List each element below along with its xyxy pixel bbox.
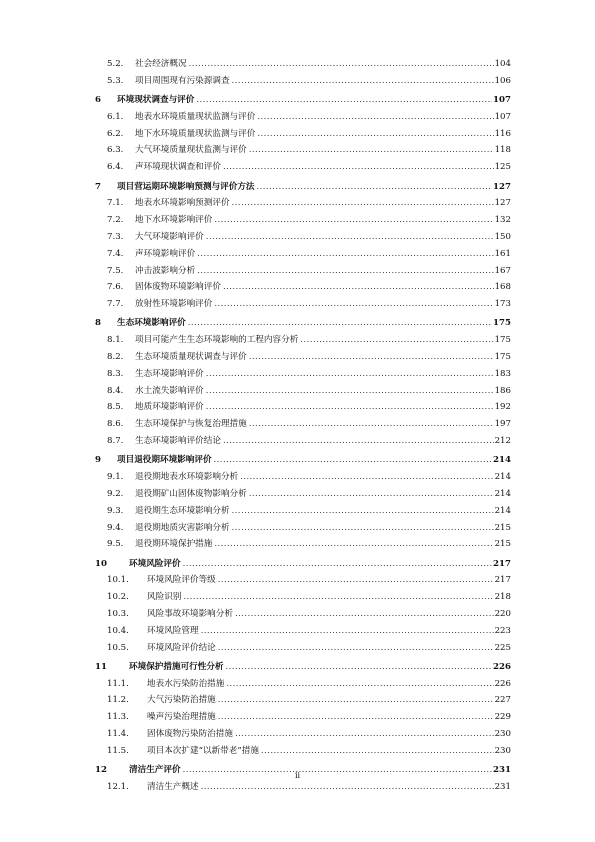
toc-entry-page: 192	[494, 402, 511, 413]
toc-entry-number: 7.7.	[107, 299, 124, 310]
dot-leader	[232, 73, 494, 90]
toc-entry-number: 11.2.	[107, 695, 129, 706]
toc-entry-title: 项目营运期环境影响预测与评价方法	[117, 181, 255, 192]
toc-entry-title: 地下水环境影响评价	[135, 215, 213, 226]
toc-entry-number: 6.2.	[107, 128, 124, 139]
toc-entry-title: 冲击波影响分析	[135, 265, 196, 276]
toc-entry-page: 217	[494, 575, 511, 586]
toc-entry-number: 10	[95, 558, 107, 569]
dot-leader	[249, 349, 494, 366]
toc-entry-page: 217	[493, 558, 511, 569]
toc-entry-page: 175	[493, 318, 511, 329]
toc-entry-title: 退役期地质灾害影响分析	[135, 522, 230, 533]
toc-entry-title: 地表水环境质量现状监测与评价	[135, 111, 256, 122]
dot-leader	[226, 676, 493, 693]
toc-entry-title: 项目周围现有污染源调查	[135, 75, 230, 86]
toc-entry-page: 226	[493, 661, 511, 672]
toc-subsection-entry[interactable]	[95, 109, 511, 126]
toc-entry-title: 项目退役期环境影响评价	[117, 455, 212, 466]
toc-entry-page: 220	[494, 609, 511, 619]
toc-entry-page: 127	[494, 198, 511, 209]
dot-leader	[214, 452, 493, 469]
toc-subsection-entry[interactable]	[95, 212, 511, 229]
toc-subsection-entry[interactable]	[95, 195, 511, 212]
toc-entry-number: 10.3.	[107, 609, 129, 619]
toc-entry-page: 125	[494, 162, 511, 173]
dot-leader	[188, 315, 492, 332]
toc-entry-number: 9	[95, 455, 101, 466]
dot-leader	[223, 159, 494, 176]
toc-subsection-entry[interactable]	[95, 520, 511, 537]
dot-leader	[218, 640, 494, 657]
toc-subsection-entry[interactable]	[95, 606, 511, 623]
toc-section-entry[interactable]	[95, 659, 511, 676]
toc-subsection-entry[interactable]	[95, 383, 511, 400]
toc-subsection-entry[interactable]	[95, 623, 511, 640]
dot-leader	[232, 195, 494, 212]
toc-entry-title: 退役期环境保护措施	[135, 539, 213, 550]
toc-entry-title: 社会经济概况	[135, 59, 187, 69]
toc-entry-number: 7.1.	[107, 198, 124, 209]
dot-leader	[223, 279, 494, 296]
toc-entry-title: 清洁生产评价	[129, 765, 181, 776]
toc-entry-number: 7.5.	[107, 265, 124, 276]
toc-entry-number: 10.2.	[107, 592, 129, 603]
toc-entry-number: 7	[95, 181, 101, 192]
dot-leader	[197, 246, 493, 263]
toc-entry-title: 风险事故环境影响分析	[147, 609, 233, 619]
toc-subsection-entry[interactable]	[95, 332, 511, 349]
toc-entry-title: 环境现状调查与评价	[117, 95, 195, 106]
toc-entry-title: 清洁生产概述	[147, 781, 199, 792]
toc-subsection-entry[interactable]	[95, 126, 511, 143]
toc-entry-page: 215	[494, 522, 511, 533]
toc-subsection-entry[interactable]	[95, 709, 511, 726]
dot-leader	[183, 589, 493, 606]
toc-entry-number: 10.5.	[107, 642, 129, 653]
dot-leader	[214, 296, 493, 313]
toc-entry-title: 风险识别	[147, 592, 182, 603]
dot-leader	[235, 726, 494, 743]
toc-entry-number: 12.1.	[107, 781, 129, 792]
toc-entry-title: 地质环境影响评价	[135, 402, 204, 413]
toc-entry-title: 大气环境质量现状监测与评价	[135, 145, 247, 156]
toc-subsection-entry[interactable]	[95, 572, 511, 589]
toc-entry-page: 183	[494, 368, 511, 379]
toc-subsection-entry[interactable]	[95, 433, 511, 450]
toc-entry-page: 118	[494, 145, 511, 156]
dot-leader	[240, 469, 493, 486]
toc-entry-number: 8.3.	[107, 368, 124, 379]
toc-entry-page: 230	[494, 729, 511, 740]
toc-entry-page: 167	[494, 265, 511, 276]
toc-entry-number: 8.7.	[107, 436, 124, 447]
toc-entry-number: 7.2.	[107, 215, 124, 226]
toc-entry-page: 231	[493, 765, 511, 776]
toc-entry-number: 8.6.	[107, 419, 124, 430]
toc-entry-title: 退役期矿山固体废物影响分析	[135, 488, 247, 499]
toc-entry-number: 8.1.	[107, 335, 124, 346]
toc-entry-page: 150	[494, 231, 511, 242]
toc-entry-number: 9.4.	[107, 522, 124, 533]
toc-entry-number: 11.3.	[107, 712, 129, 723]
toc-entry-number: 11.1.	[107, 678, 129, 689]
dot-leader	[257, 126, 493, 143]
toc-entry-title: 声环境现状调查和评价	[135, 162, 221, 173]
toc-subsection-entry[interactable]	[95, 640, 511, 657]
toc-entry-title: 声环境影响评价	[135, 248, 196, 259]
toc-entry-number: 9.2.	[107, 488, 124, 499]
toc-entry-page: 186	[494, 385, 511, 396]
dot-leader	[257, 109, 493, 126]
toc-entry-number: 10.1.	[107, 575, 129, 586]
toc-entry-title: 放射性环境影响评价	[135, 299, 213, 310]
toc-entry-title: 水土流失影响评价	[135, 385, 204, 396]
toc-subsection-entry[interactable]	[95, 399, 511, 416]
toc-entry-title: 固体废物环境影响评价	[135, 282, 221, 293]
dot-leader	[197, 263, 493, 280]
toc-entry-number: 5.3.	[107, 75, 124, 86]
toc-section-entry[interactable]	[95, 179, 511, 196]
toc-entry-page: 214	[494, 505, 511, 516]
toc-entry-title: 生态环境影响评价	[135, 368, 204, 379]
toc-entry-page: 132	[494, 215, 511, 226]
toc-entry-page: 225	[494, 642, 511, 653]
toc-entry-page: 214	[494, 472, 511, 483]
toc-subsection-entry[interactable]	[95, 589, 511, 606]
dot-leader	[249, 486, 494, 503]
dot-leader	[235, 606, 494, 623]
toc-entry-page: 218	[494, 592, 511, 603]
toc-subsection-entry[interactable]	[95, 349, 511, 366]
toc-entry-number: 12	[95, 765, 107, 776]
dot-leader	[232, 520, 494, 537]
toc-entry-page: 127	[493, 181, 511, 192]
toc-subsection-entry[interactable]	[95, 676, 511, 693]
toc-entry-page: 212	[494, 436, 511, 447]
toc-subsection-entry[interactable]	[95, 743, 511, 760]
toc-subsection-entry[interactable]	[95, 416, 511, 433]
dot-leader	[214, 212, 493, 229]
dot-leader	[249, 416, 494, 433]
dot-leader	[218, 572, 494, 589]
toc-section-entry[interactable]	[95, 556, 511, 573]
dot-leader	[206, 399, 494, 416]
toc-entry-number: 7.3.	[107, 231, 124, 242]
toc-entry-title: 退役期生态环境影响分析	[135, 505, 230, 516]
toc-entry-page: 107	[493, 95, 511, 106]
dot-leader	[214, 536, 493, 553]
toc-entry-title: 环境风险管理	[147, 625, 199, 636]
toc-entry-number: 9.5.	[107, 539, 124, 550]
toc-subsection-entry[interactable]	[95, 246, 511, 263]
page-number: ii	[294, 771, 301, 780]
toc-entry-page: 214	[494, 488, 511, 499]
toc-entry-number: 7.6.	[107, 282, 124, 293]
toc-entry-number: 9.3.	[107, 505, 124, 516]
toc-entry-page: 175	[494, 335, 511, 346]
toc-entry-page: 231	[494, 781, 511, 792]
dot-leader	[226, 659, 493, 676]
toc-entry-number: 11.4.	[107, 729, 129, 740]
toc-subsection-entry[interactable]	[95, 692, 511, 709]
toc-entry-page: 175	[494, 352, 511, 363]
toc-subsection-entry[interactable]	[95, 366, 511, 383]
dot-leader	[232, 503, 494, 520]
toc-entry-title: 环境保护措施可行性分析	[129, 661, 224, 672]
toc-entry-page: 168	[494, 282, 511, 293]
dot-leader	[261, 743, 494, 760]
toc-entry-number: 5.2.	[107, 59, 124, 69]
toc-entry-title: 地表水环境影响预测评价	[135, 198, 230, 209]
toc-entry-page: 223	[494, 625, 511, 636]
toc-entry-title: 环境风险评价等级	[147, 575, 216, 586]
toc-entry-number: 8.4.	[107, 385, 124, 396]
toc-entry-title: 大气环境影响评价	[135, 231, 204, 242]
dot-leader	[183, 556, 492, 573]
toc-entry-title: 生态环境影响评价	[117, 318, 186, 329]
toc-entry-page: 161	[494, 248, 511, 259]
dot-leader	[189, 56, 494, 73]
toc-entry-page: 214	[493, 455, 511, 466]
toc-subsection-entry[interactable]	[95, 56, 511, 73]
toc-entry-title: 噪声污染治理措施	[147, 712, 216, 723]
dot-leader	[249, 142, 494, 159]
toc-section-entry[interactable]	[95, 452, 511, 469]
toc-subsection-entry[interactable]	[95, 779, 511, 796]
toc-entry-page: 107	[494, 111, 511, 122]
dot-leader	[201, 779, 494, 796]
toc-entry-page: 230	[494, 745, 511, 756]
toc-entry-title: 项目可能产生生态环境影响的工程内容分析	[135, 335, 299, 346]
toc-entry-title: 生态环境保护与恢复治理措施	[135, 419, 247, 430]
toc-entry-page: 229	[494, 712, 511, 723]
toc-subsection-entry[interactable]	[95, 263, 511, 280]
toc-entry-title: 地下水环境质量现状监测与评价	[135, 128, 256, 139]
dot-leader	[218, 709, 494, 726]
toc-entry-number: 6.4.	[107, 162, 124, 173]
dot-leader	[206, 366, 494, 383]
toc-entry-page: 106	[494, 75, 511, 86]
toc-subsection-entry[interactable]	[95, 279, 511, 296]
toc-subsection-entry[interactable]	[95, 73, 511, 90]
toc-entry-number: 6.3.	[107, 145, 124, 156]
toc-entry-page: 116	[494, 128, 511, 139]
dot-leader	[218, 692, 494, 709]
toc-entry-page: 227	[494, 695, 511, 706]
toc-subsection-entry[interactable]	[95, 486, 511, 503]
toc-subsection-entry[interactable]	[95, 503, 511, 520]
table-of-contents	[95, 56, 511, 796]
toc-subsection-entry[interactable]	[95, 159, 511, 176]
toc-subsection-entry[interactable]	[95, 229, 511, 246]
dot-leader	[300, 332, 493, 349]
toc-entry-page: 197	[494, 419, 511, 430]
toc-entry-number: 8	[95, 318, 101, 329]
toc-subsection-entry[interactable]	[95, 536, 511, 553]
toc-entry-number: 6.1.	[107, 111, 124, 122]
toc-entry-page: 215	[494, 539, 511, 550]
toc-subsection-entry[interactable]	[95, 469, 511, 486]
toc-entry-number: 6	[95, 95, 101, 106]
toc-subsection-entry[interactable]	[95, 726, 511, 743]
toc-entry-number: 8.5.	[107, 402, 124, 413]
toc-entry-title: 环境风险评价结论	[147, 642, 216, 653]
dot-leader	[206, 229, 494, 246]
toc-entry-page: 226	[494, 678, 511, 689]
toc-entry-title: 大气污染防治措施	[147, 695, 216, 706]
toc-entry-page: 173	[494, 299, 511, 310]
toc-entry-title: 退役期地表水环境影响分析	[135, 472, 239, 483]
toc-entry-number: 9.1.	[107, 472, 124, 483]
dot-leader	[196, 92, 492, 109]
toc-entry-title: 地表水污染防治措施	[147, 678, 225, 689]
toc-entry-title: 环境风险评价	[129, 558, 181, 569]
toc-subsection-entry[interactable]	[95, 296, 511, 313]
toc-entry-number: 11.5.	[107, 745, 129, 756]
dot-leader	[206, 383, 494, 400]
dot-leader	[223, 433, 494, 450]
toc-entry-number: 11	[95, 661, 107, 672]
toc-entry-title: 生态环境质量现状调查与评价	[135, 352, 247, 363]
toc-entry-number: 10.4.	[107, 625, 129, 636]
toc-entry-title: 固体废物污染防治措施	[147, 729, 233, 740]
toc-section-entry[interactable]	[95, 315, 511, 332]
toc-section-entry[interactable]	[95, 92, 511, 109]
dot-leader	[201, 623, 494, 640]
dot-leader	[257, 179, 493, 196]
toc-entry-page: 104	[494, 59, 511, 69]
toc-entry-title: 项目本次扩建“以新带老”措施	[147, 745, 259, 756]
toc-entry-number: 8.2.	[107, 352, 124, 363]
toc-entry-title: 生态环境影响评价结论	[135, 436, 221, 447]
toc-subsection-entry[interactable]	[95, 142, 511, 159]
toc-entry-number: 7.4.	[107, 248, 124, 259]
